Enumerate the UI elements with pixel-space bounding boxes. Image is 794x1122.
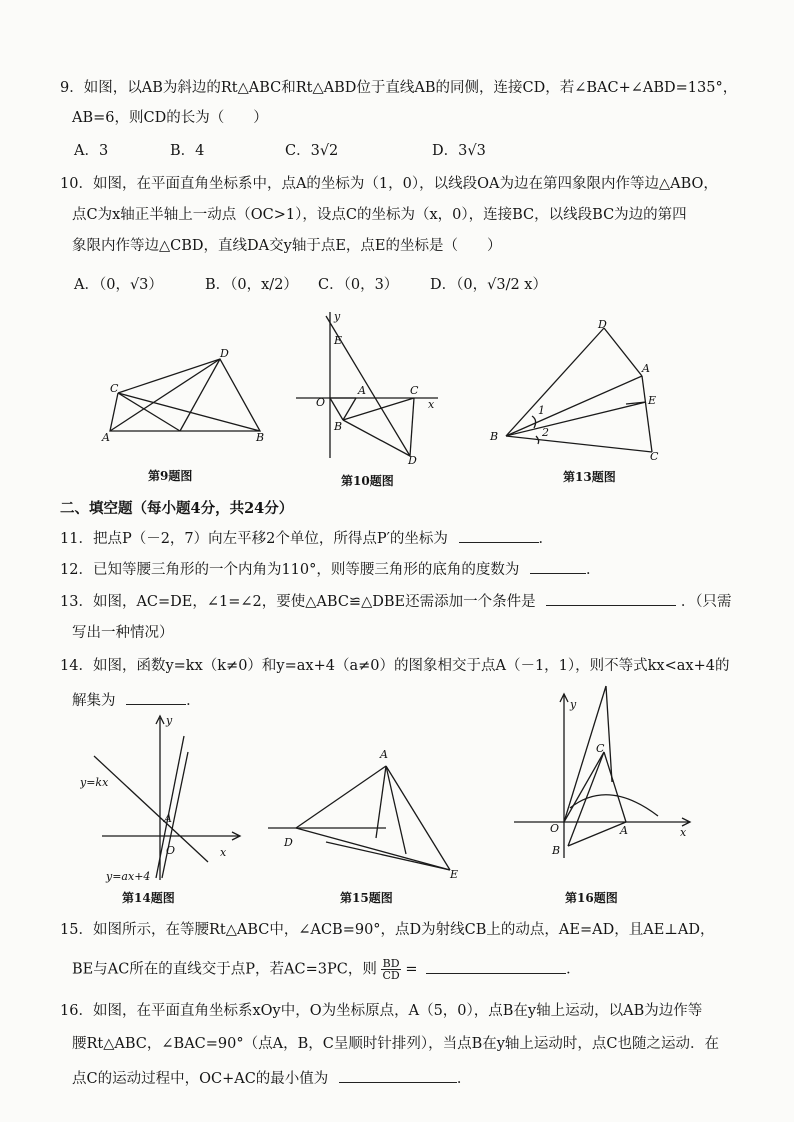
figure-15 (266, 742, 476, 882)
q10-option-a: A．（0，√3） (74, 277, 163, 293)
figure-16 (508, 682, 698, 872)
fig15-label-a: A (380, 748, 388, 761)
q9-option-b: B．4 (170, 143, 205, 159)
q15-fraction-numerator: BD (382, 957, 400, 970)
q15-body: BE与AC所在的直线交于点P，若AC=3PC，则 (72, 961, 377, 978)
fig9-label-a: A (102, 431, 110, 444)
figure-10 (290, 308, 445, 468)
fig13-label-b: B (490, 430, 499, 443)
caption-fig10: 第10题图 (341, 474, 394, 488)
fig14-label-o: O (166, 844, 176, 857)
q15-line1: 15．如图所示，在等腰Rt△ABC中，∠ACB=90°，点D为射线CB上的动点，AE=AD，且AE⊥AD， (60, 922, 715, 938)
q10-option-c: C．（0，3） (318, 277, 399, 293)
q14-line2: 解集为 ． (72, 690, 201, 710)
q16-line3: 点C的运动过程中，OC+AC的最小值为 ． (72, 1068, 471, 1088)
q9-line2: AB=6，则CD的长为（ ） (72, 110, 268, 126)
fig13-label-2: 2 (542, 426, 549, 439)
q13-line1 (60, 591, 732, 611)
fig13-label-1: 1 (538, 404, 545, 417)
figure-14 (80, 712, 245, 887)
fig10-label-y: y (334, 310, 341, 323)
q15-line2: BE与AC所在的直线交于点P，若AC=3PC，则 $\frac{BD}{CD}$ = ． (72, 957, 581, 982)
figure-13 (486, 316, 676, 466)
fig9-label-d: D (220, 347, 229, 360)
fig16-label-c: C (596, 742, 605, 755)
fig16-label-b: B (552, 844, 561, 857)
fig10-label-x: x (428, 398, 435, 411)
fig10-label-o: O (316, 396, 326, 409)
fig10-label-b: B (334, 420, 343, 433)
q14-line1: 14．如图，函数y=kx（k≠0）和y=ax+4（a≠0）的图象相交于点A（－1，1），则不等式kx<ax+4的 (60, 658, 730, 674)
q13-answer-blank[interactable] (546, 591, 676, 606)
fig14-label-a: A (164, 812, 172, 825)
fig13-label-c: C (650, 450, 659, 463)
q13-body: 13．如图，AC=DE，∠1=∠2，要使△ABC≌△DBE还需添加一个条件是 (60, 594, 536, 610)
fig10-label-e: E (334, 334, 343, 347)
q12-body: 12．已知等腰三角形的一个内角为110°，则等腰三角形的底角的度数为 (60, 562, 520, 578)
q13-line2: 写出一种情况） (72, 625, 174, 641)
q10-line3: 象限内作等边△CBD，直线DA交y轴于点E，点E的坐标是（ ） (72, 238, 502, 254)
fig16-label-a: A (620, 824, 628, 837)
fig16-label-y: y (570, 698, 577, 711)
q13-tail: ．（只需 (680, 594, 732, 610)
caption-fig13: 第13题图 (563, 470, 616, 484)
q15-fraction (381, 958, 400, 981)
q11-text: 11．把点P（－2，7）向左平移2个单位，所得点P′的坐标为 ． (60, 528, 553, 548)
q10-line2: 点C为x轴正半轴上一动点（OC>1），设点C的坐标为（x，0），连接BC，以线段BC为边的第四 (72, 207, 687, 223)
section-fill-in-blank-heading: 二、填空题（每小题4分，共24分） (60, 500, 294, 517)
fig13-label-d: D (598, 318, 607, 331)
fig13-label-a: A (642, 362, 650, 375)
fig9-label-b: B (256, 431, 265, 444)
q16-line1: 16．如图，在平面直角坐标系xOy中，O为坐标原点，A（5，0），点B在y轴上运动，以AB为边作等 (60, 1003, 703, 1019)
fig10-label-a: A (358, 384, 366, 397)
q11-body: 11．把点P（－2，7）向左平移2个单位，所得点P′的坐标为 (60, 531, 448, 547)
fig14-label-y: y (166, 714, 173, 727)
caption-fig16: 第16题图 (565, 891, 618, 905)
fig9-label-c: C (110, 382, 119, 395)
fig14-label-x: x (220, 846, 227, 859)
q15-answer-blank[interactable] (426, 959, 566, 974)
q9-option-a: A．3 (74, 143, 109, 159)
q15-equals: = (405, 961, 418, 978)
fig15-label-e: E (450, 868, 459, 881)
q10-option-b: B．（0，x/2） (205, 277, 298, 293)
fig14-label-yax4: y=ax+4 (106, 870, 151, 883)
q9-option-d: D．3√3 (432, 143, 486, 159)
caption-fig15: 第15题图 (340, 891, 393, 905)
fig16-label-x: x (680, 826, 687, 839)
q11-answer-blank[interactable] (459, 528, 539, 543)
q16-line2: 腰Rt△ABC，∠BAC=90°（点A，B，C呈顺时针排列），当点B在y轴上运动时，点C也随之运动．在 (72, 1036, 720, 1052)
fig14-label-ykx: y=kx (80, 776, 109, 789)
q10-line1: 10．如图，在平面直角坐标系中，点A的坐标为（1，0），以线段OA为边在第四象限内作等边△ABO， (60, 176, 718, 192)
fig10-label-c: C (410, 384, 419, 397)
q15-fraction-denominator: CD (382, 969, 400, 982)
q14-body: 解集为 (72, 693, 116, 709)
q9-option-c: C．3√2 (285, 143, 339, 159)
fig15-label-d: D (284, 836, 293, 849)
q16-body: 点C的运动过程中，OC+AC的最小值为 (72, 1071, 329, 1087)
q12-answer-blank[interactable] (530, 559, 586, 574)
q16-answer-blank[interactable] (339, 1068, 457, 1083)
caption-fig9: 第9题图 (148, 469, 193, 483)
q12-text: 12．已知等腰三角形的一个内角为110°，则等腰三角形的底角的度数为 ． (60, 559, 600, 579)
q9-line1: 9．如图，以AB为斜边的Rt△ABC和Rt△ABD位于直线AB的同侧，连接CD，若∠BAC+∠ABD=135°， (60, 80, 738, 96)
figure-9 (100, 345, 275, 445)
fig13-label-e: E (648, 394, 657, 407)
fig10-label-d: D (408, 454, 417, 467)
caption-fig14: 第14题图 (122, 891, 175, 905)
fig16-label-o: O (550, 822, 560, 835)
q14-answer-blank[interactable] (126, 690, 186, 705)
q10-option-d: D．（0，√3/2 x） (430, 277, 547, 293)
